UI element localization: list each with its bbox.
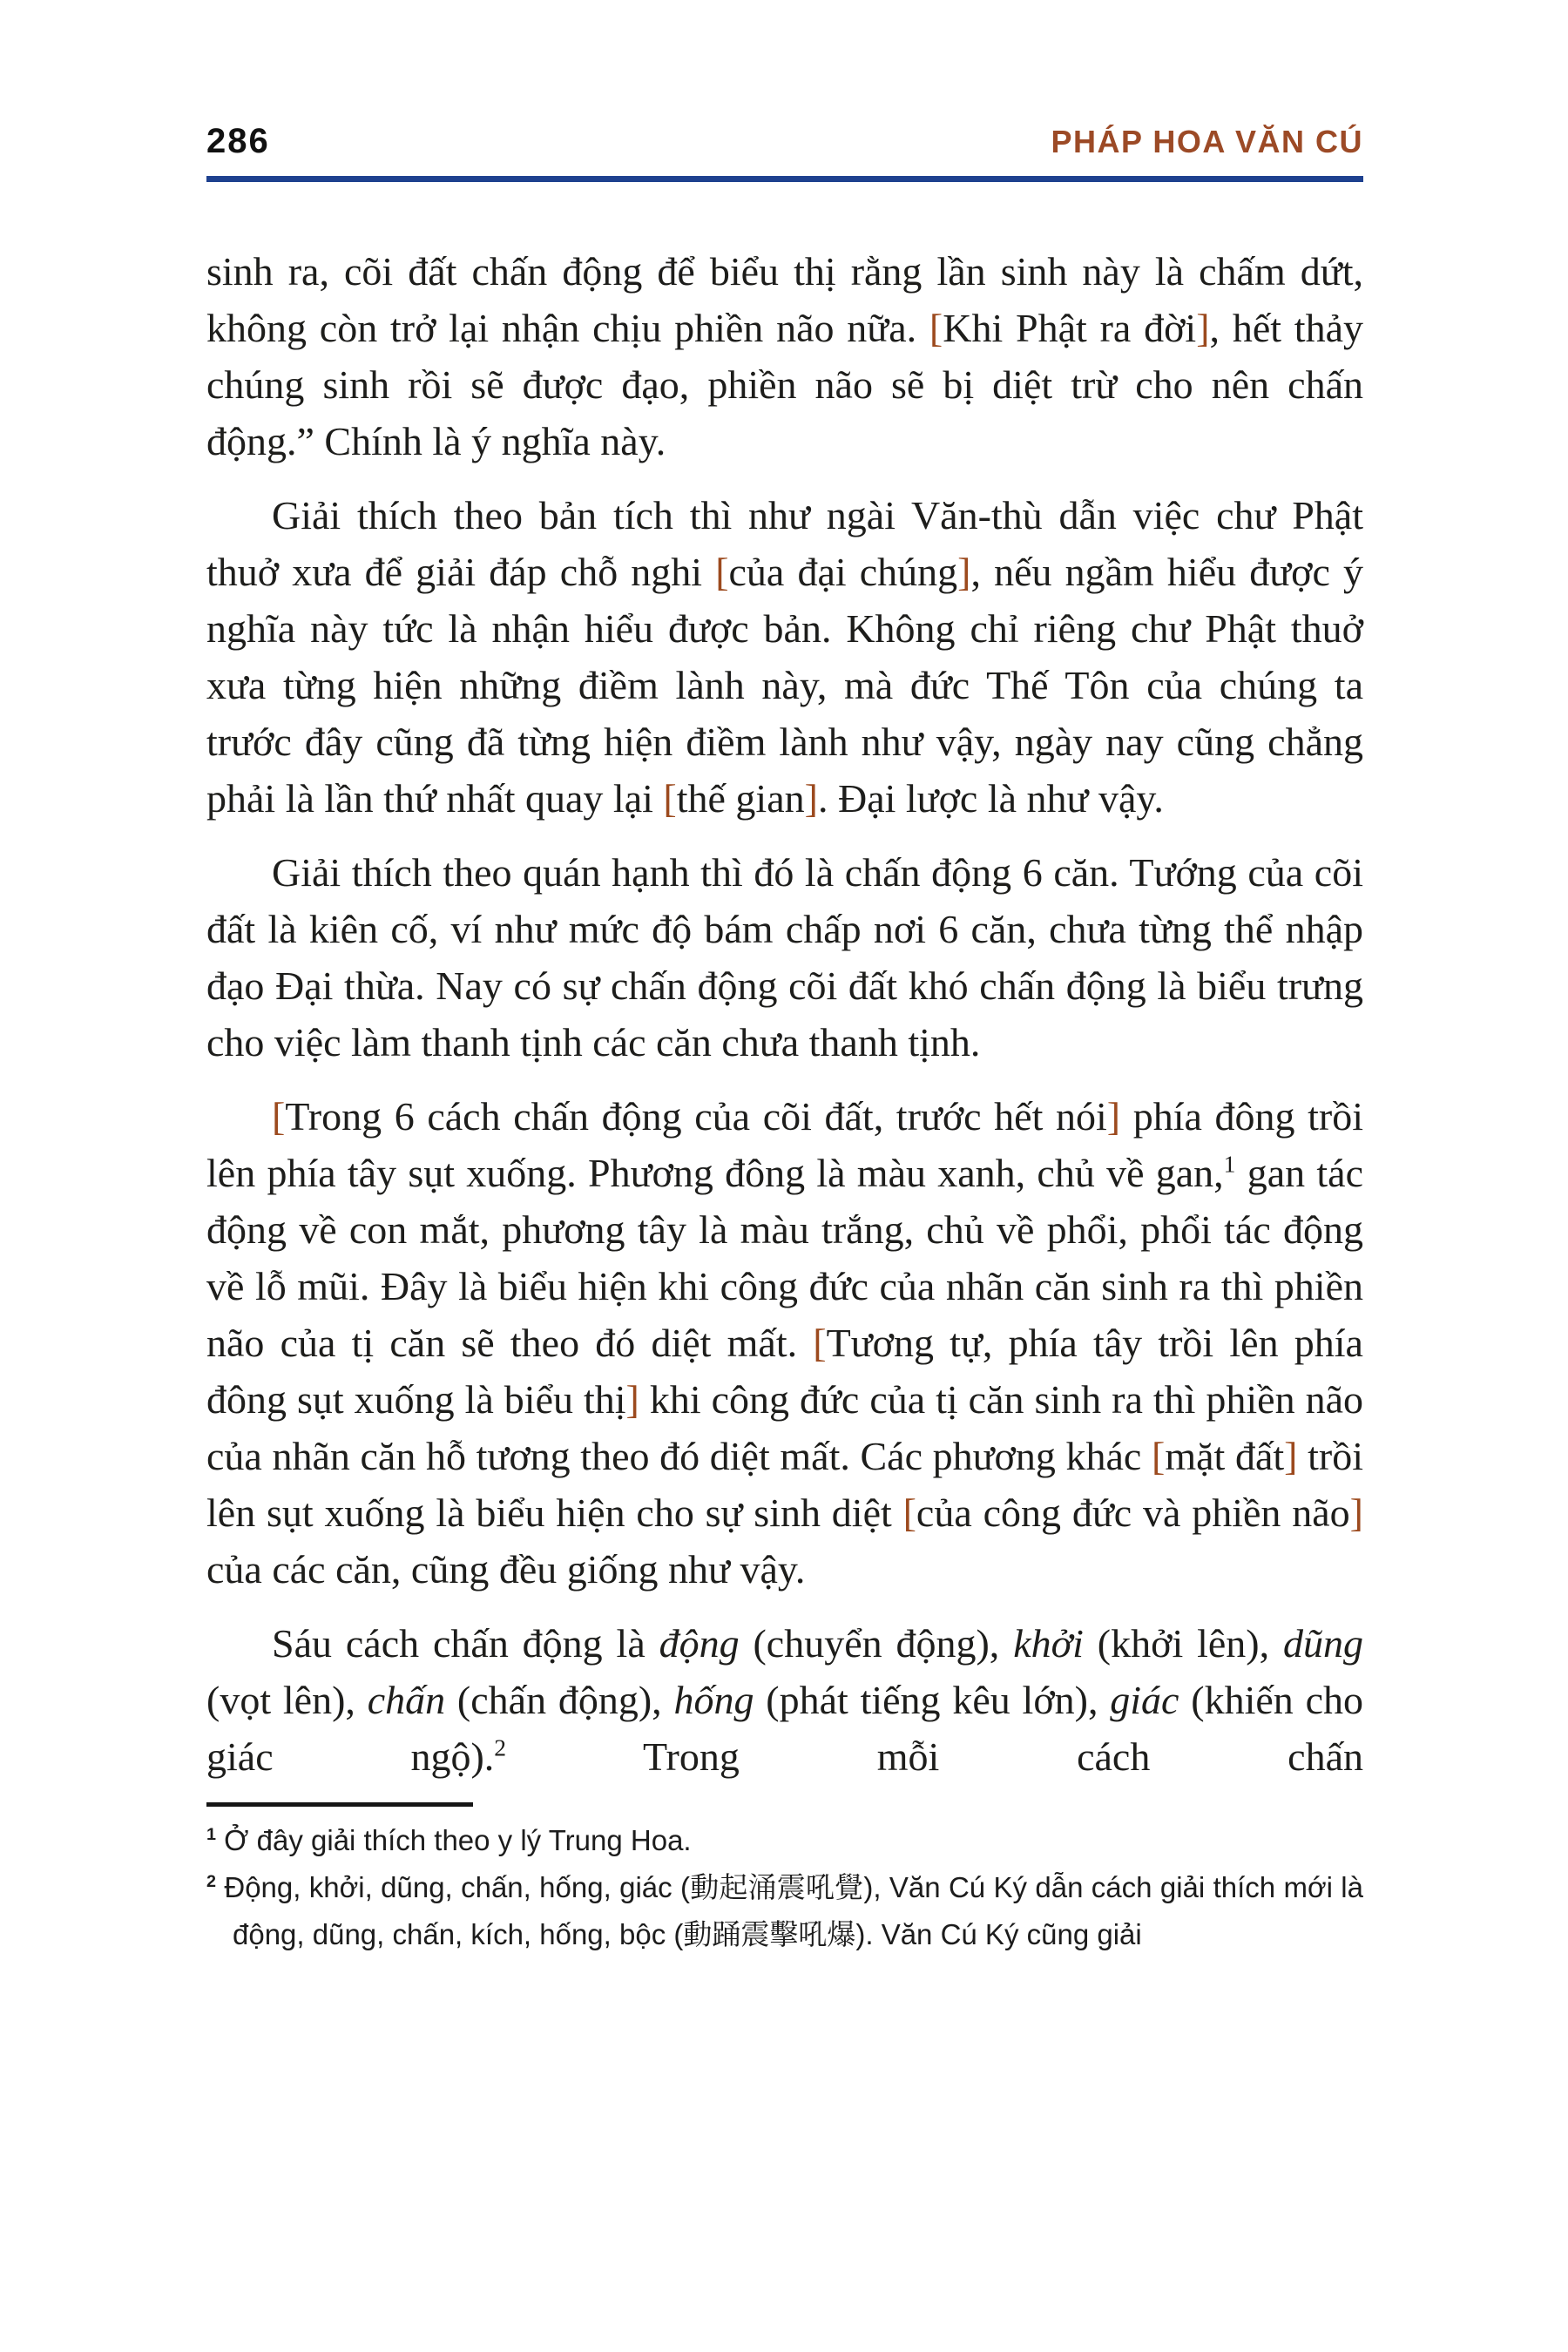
text-run: , hết thảy chúng sinh rồi sẽ được đạo, phiền não sẽ bị diệt trừ cho nên chấn động.” Chính là ý nghĩa này. (206, 306, 1363, 463)
footnote-reference: 1 (1223, 1150, 1236, 1178)
bracket-gloss-mark: ] (1349, 1490, 1363, 1535)
text-run: , nếu ngầm hiểu được ý nghĩa này tức là nhận hiểu được bản. Không chỉ riêng chư Phật thuở xưa từng hiện những điềm lành này, mà đức Thế Tôn của chúng ta trước đây cũng đã từng hiện điềm lành như vậy, ngày nay cũng chẳng phải là lần thứ nhất quay lại (206, 550, 1363, 821)
bracket-gloss-mark: [ (1152, 1434, 1166, 1478)
bracket-gloss-mark: ] (804, 776, 818, 821)
footnote-separator (206, 1802, 473, 1807)
text-run: Trong mỗi cách chấn (506, 1734, 1363, 1779)
bracket-gloss-mark: [ (929, 306, 943, 350)
bracket-gloss-mark: [ (813, 1321, 827, 1365)
text-run: mặt đất (1165, 1434, 1285, 1478)
bracket-gloss-mark: [ (715, 550, 729, 594)
text-run: . Đại lược là như vậy. (817, 776, 1164, 821)
footnote-marker: 2 (206, 1872, 217, 1891)
footnote-marker: 1 (206, 1825, 217, 1844)
term-italic: hống (673, 1678, 754, 1722)
text-run: Giải thích theo quán hạnh thì đó là chấn động 6 căn. Tướng của cõi đất là kiên cố, ví như mức độ bám chấp nơi 6 căn, chưa từng thể nhập đạo Đại thừa. Nay có sự chấn động cõi đất khó chấn động là biểu trưng cho việc làm thanh tịnh các căn chưa thanh tịnh. (206, 850, 1363, 1064)
bracket-gloss-mark: ] (957, 550, 971, 594)
term-italic: động (659, 1621, 740, 1666)
text-run: của công đức và phiền não (916, 1490, 1350, 1535)
text-run: (khiến cho giác ngộ). (206, 1678, 1363, 1779)
term-italic: khởi (1013, 1621, 1084, 1666)
text-run: Giải thích theo bản tích thì như ngài Văn-thù dẫn việc chư Phật thuở xưa để giải đáp chỗ nghi (206, 493, 1363, 594)
text-run: trồi lên sụt xuống là biểu hiện cho sự sinh diệt (206, 1434, 1363, 1535)
text-run: Tương tự, phía tây trồi lên phía đông sụt xuống là biểu thị (206, 1321, 1363, 1422)
text-run: (chuyển động), (739, 1621, 1014, 1666)
footnote (206, 1817, 1363, 1864)
text-run: sinh ra, cõi đất chấn động để biểu thị rằng lần sinh này là chấm dứt, không còn trở lại nhận chịu phiền não nữa. (206, 249, 1363, 350)
text-run: Động, khởi, dũng, chấn, hống, giác (動起涌震吼覺), Văn Cú Ký dẫn cách giải thích mới là động, dũng, chấn, kích, hống, bộc (動踊震擊吼爆). Văn Cú Ký cũng giải (216, 1871, 1363, 1950)
text-run: Ở đây giải thích theo y lý Trung Hoa. (216, 1824, 692, 1856)
term-italic: chấn (367, 1678, 446, 1722)
header-rule (206, 176, 1363, 182)
paragraph (206, 1615, 1363, 1785)
paragraph (206, 487, 1363, 827)
text-run: Trong 6 cách chấn động của cõi đất, trước hết nói (285, 1094, 1107, 1139)
text-run: Khi Phật ra đời (943, 306, 1197, 350)
text-run: (vọt lên), (206, 1678, 368, 1722)
text-run: khi công đức của tị căn sinh ra thì phiền não của nhãn căn hỗ tương theo đó diệt mất. Các phương khác (206, 1377, 1363, 1478)
term-italic: dũng (1282, 1621, 1363, 1666)
text-run: của đại chúng (728, 550, 958, 594)
footnote (206, 1864, 1363, 1958)
bracket-gloss-mark: ] (1284, 1434, 1298, 1478)
text-run: thế gian (676, 776, 805, 821)
text-run: phía đông trồi lên phía tây sụt xuống. Phương đông là màu xanh, chủ về gan, (206, 1094, 1363, 1195)
paragraph (206, 243, 1363, 470)
bracket-gloss-mark: [ (663, 776, 677, 821)
paragraph (206, 844, 1363, 1071)
text-run: (khởi lên), (1083, 1621, 1283, 1666)
bracket-gloss-mark: ] (625, 1377, 639, 1422)
footnotes (206, 1817, 1363, 1958)
text-run: Sáu cách chấn động là (272, 1621, 659, 1666)
bracket-gloss-mark: ] (1106, 1094, 1121, 1139)
term-italic: giác (1110, 1678, 1179, 1722)
footnote-reference: 2 (494, 1734, 507, 1761)
page-header (206, 122, 1363, 167)
text-run: (chấn động), (445, 1678, 674, 1722)
bracket-gloss-mark: [ (272, 1094, 286, 1139)
page-number: 286 (206, 122, 270, 160)
running-title: PHÁP HOA VĂN CÚ (1051, 124, 1363, 159)
text-run: của các căn, cũng đều giống như vậy. (206, 1547, 806, 1592)
text-run: (phát tiếng kêu lớn), (754, 1678, 1111, 1722)
bracket-gloss-mark: [ (902, 1490, 916, 1535)
bracket-gloss-mark: ] (1196, 306, 1210, 350)
body-text (206, 243, 1363, 1785)
text-run: gan tác động về con mắt, phương tây là màu trắng, chủ về phổi, phổi tác động về lỗ mũi. Đây là biểu hiện khi công đức của nhãn căn sinh ra thì phiền não của tị căn sẽ theo đó diệt mất. (206, 1151, 1363, 1365)
paragraph (206, 1088, 1363, 1598)
